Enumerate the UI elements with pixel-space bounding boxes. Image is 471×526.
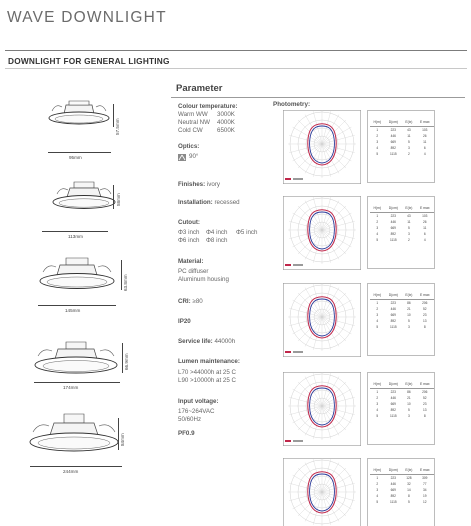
table-cell: 2 [376, 220, 379, 224]
table-cell: 5 [376, 152, 379, 156]
table-header: D(cm) [384, 380, 402, 389]
table-cell: 6 [423, 146, 426, 150]
ip-rating: IP20 [178, 318, 191, 325]
cri-block [178, 298, 203, 306]
table-cell: 3 [407, 414, 410, 418]
illuminance-table [367, 196, 435, 269]
table-cell: 3 [376, 226, 379, 230]
table-cell: 3 [376, 488, 379, 492]
material-line: PC diffuser [178, 268, 209, 275]
height-dimension: 84mm [120, 433, 125, 446]
pf-block [178, 430, 195, 438]
table-cell: 77 [423, 482, 427, 486]
table-cell: 223 [390, 301, 396, 305]
ct-value: 3000K [217, 111, 235, 118]
table-cell: 446 [390, 307, 396, 311]
height-dimension-line [113, 104, 114, 127]
table-header: H(m) [370, 466, 384, 475]
table-row [370, 151, 434, 157]
table-cell: 2 [376, 396, 379, 400]
cutout-block [178, 219, 257, 245]
ct-name: Cold CW [178, 127, 203, 134]
table-cell: 43 [407, 214, 411, 218]
width-dimension-line [48, 152, 111, 153]
table-cell: 32 [407, 482, 411, 486]
cutout-label: Cutout: [178, 219, 200, 226]
illuminance-table [367, 372, 435, 445]
table-cell: 86 [407, 390, 411, 394]
width-dimension: 145mm [65, 308, 81, 313]
table-cell: 2 [376, 134, 379, 138]
table-cell: 43 [407, 128, 411, 132]
table-cell: 5 [407, 226, 410, 230]
table-header: E max [416, 466, 434, 475]
table-cell: 4 [376, 319, 379, 323]
table-cell: 128 [406, 476, 412, 480]
table-cell: 4 [376, 232, 379, 236]
photometry-label: Photometry: [273, 101, 311, 108]
table-cell: 4 [376, 146, 379, 150]
table-header: D(cm) [384, 291, 402, 300]
table-cell: 4 [423, 152, 426, 156]
downlight-drawing-244 [26, 412, 122, 464]
material-block [178, 258, 229, 284]
table-header: D(cm) [384, 204, 402, 213]
table-cell: 10 [407, 402, 411, 406]
ct-value: 6500K [217, 127, 235, 134]
table-cell: 11 [423, 226, 427, 230]
table-cell: 2 [407, 152, 410, 156]
table-cell: 3 [376, 313, 379, 317]
cutout-option: Φ5 inch [236, 229, 258, 236]
beam-angle-icon [178, 154, 186, 161]
table-cell: 26 [423, 134, 427, 138]
table-row [370, 413, 434, 419]
downlight-drawing-95 [44, 98, 114, 144]
table-cell: 11 [407, 220, 411, 224]
polar-light-distribution-diagram [283, 110, 361, 184]
table-cell: 8 [423, 325, 426, 329]
optics-block [178, 143, 199, 161]
table-cell: 4 [376, 494, 379, 498]
height-dimension-line [121, 260, 122, 290]
table-cell: 1 [376, 301, 379, 305]
polar-light-distribution-diagram [283, 196, 361, 270]
service-life-value: 44000h [214, 338, 236, 345]
width-dimension-line [30, 466, 122, 467]
table-cell: 669 [390, 488, 396, 492]
table-cell: 5 [376, 238, 379, 242]
table-cell: 23 [423, 313, 427, 317]
table-cell: 21 [407, 396, 411, 400]
installation-label: Installation: [178, 199, 213, 206]
table-cell: 8 [407, 494, 410, 498]
table-header: E(lx) [402, 118, 415, 127]
table-header: E(lx) [402, 291, 415, 300]
parameter-heading-bar [171, 82, 465, 98]
height-dimension: 66.9mm [124, 353, 129, 370]
table-cell: 669 [390, 140, 396, 144]
page-title: WAVE DOWNLIGHT [7, 9, 167, 26]
width-dimension: 174mm [63, 385, 79, 390]
cutout-option: Φ3 inch [178, 229, 200, 236]
width-dimension-line [34, 382, 120, 383]
table-cell: 8 [423, 414, 426, 418]
cri-value: ≥80 [192, 298, 203, 305]
table-cell: 2 [376, 482, 379, 486]
table-header: H(m) [370, 118, 384, 127]
parameter-heading: Parameter [176, 83, 223, 94]
width-dimension: 244mm [63, 469, 79, 474]
table-cell: 3 [407, 325, 410, 329]
table-cell: 1115 [390, 238, 397, 242]
table-cell: 10 [407, 313, 411, 317]
table-cell: 6 [423, 232, 426, 236]
input-voltage-label: Input voltage: [178, 398, 219, 405]
table-header: E max [416, 380, 434, 389]
lumen-maintenance-label: Lumen maintenance: [178, 358, 240, 365]
table-cell: 52 [423, 396, 427, 400]
colour-temperature-label: Colour temperature: [178, 103, 238, 110]
table-cell: 103 [422, 214, 428, 218]
table-cell: 5 [407, 140, 410, 144]
width-dimension: 113mm [68, 234, 83, 239]
table-cell: 4 [376, 408, 379, 412]
voltage-line: 176~264VAC [178, 408, 215, 415]
ct-name: Neutral NW [178, 119, 210, 126]
downlight-drawing-145 [34, 256, 120, 302]
table-header: E(lx) [402, 380, 415, 389]
table-cell: 892 [390, 494, 396, 498]
table-cell: 13 [423, 319, 427, 323]
ip-block [178, 318, 191, 326]
table-cell: 309 [422, 476, 428, 480]
height-dimension: 58mm [116, 193, 121, 206]
table-cell: 2 [407, 238, 410, 242]
table-cell: 1 [376, 476, 379, 480]
height-dimension-line [118, 418, 119, 450]
finishes-value: ivory [206, 181, 220, 188]
table-cell: 3 [376, 140, 379, 144]
table-cell: 21 [407, 307, 411, 311]
table-header: E max [416, 118, 434, 127]
lumen-line: L70 >44000h at 25 C [178, 369, 236, 376]
power-factor: PF0.9 [178, 430, 195, 437]
table-cell: 206 [422, 390, 428, 394]
table-cell: 26 [423, 220, 427, 224]
downlight-drawing-174 [30, 340, 122, 384]
header-divider [5, 50, 467, 51]
table-cell: 86 [407, 301, 411, 305]
table-cell: 892 [390, 146, 396, 150]
table-header: H(m) [370, 380, 384, 389]
table-cell: 12 [423, 500, 427, 504]
table-cell: 13 [423, 408, 427, 412]
lumen-maintenance-block [178, 358, 240, 385]
table-cell: 1 [376, 390, 379, 394]
material-line: Aluminum housing [178, 276, 229, 283]
table-cell: 669 [390, 313, 396, 317]
cutout-option: Φ8 inch [206, 237, 228, 244]
table-cell: 223 [390, 476, 396, 480]
table-cell: 5 [407, 319, 410, 323]
table-header: E max [416, 204, 434, 213]
cutout-option: Φ6 inch [178, 237, 200, 244]
table-cell: 669 [390, 226, 396, 230]
table-cell: 5 [407, 408, 410, 412]
table-cell: 1115 [390, 500, 397, 504]
table-cell: 52 [423, 307, 427, 311]
table-cell: 892 [390, 408, 396, 412]
table-header: D(cm) [384, 466, 402, 475]
ct-value: 4000K [217, 119, 235, 126]
table-cell: 5 [407, 500, 410, 504]
installation-block [178, 199, 240, 207]
table-cell: 446 [390, 396, 396, 400]
table-cell: 892 [390, 319, 396, 323]
table-header: E max [416, 291, 434, 300]
table-cell: 446 [390, 134, 396, 138]
table-cell: 4 [423, 238, 426, 242]
table-cell: 1 [376, 214, 379, 218]
table-cell: 1115 [390, 152, 397, 156]
table-cell: 892 [390, 232, 396, 236]
input-voltage-block [178, 398, 219, 424]
subtitle-divider [5, 68, 467, 69]
table-cell: 223 [390, 214, 396, 218]
material-label: Material: [178, 258, 204, 265]
table-cell: 5 [376, 414, 379, 418]
table-cell: 5 [376, 325, 379, 329]
table-cell: 3 [407, 232, 410, 236]
table-cell: 23 [423, 402, 427, 406]
polar-light-distribution-diagram [283, 372, 361, 446]
service-life-block [178, 338, 235, 346]
table-cell: 14 [407, 488, 411, 492]
table-cell: 3 [376, 402, 379, 406]
table-cell: 223 [390, 390, 396, 394]
cri-label: CRI: [178, 298, 191, 305]
height-dimension: 63.8mm [123, 274, 128, 291]
finishes-label: Finishes: [178, 181, 206, 188]
table-row [370, 324, 434, 330]
table-header: E(lx) [402, 204, 415, 213]
table-cell: 1115 [390, 414, 397, 418]
table-cell: 11 [407, 134, 411, 138]
table-cell: 3 [407, 146, 410, 150]
table-cell: 206 [422, 301, 428, 305]
lumen-line: L90 >10000h at 25 C [178, 377, 236, 384]
table-row [370, 499, 434, 505]
height-dimension-line [122, 343, 123, 373]
polar-light-distribution-diagram [283, 283, 361, 357]
width-dimension: 95mm [69, 155, 82, 160]
table-cell: 34 [423, 488, 427, 492]
cutout-option: Φ4 inch [206, 229, 228, 236]
table-cell: 446 [390, 220, 396, 224]
table-header: E(lx) [402, 466, 415, 475]
table-cell: 11 [423, 140, 427, 144]
table-cell: 446 [390, 482, 396, 486]
finishes-block [178, 181, 220, 189]
service-life-label: Service life: [178, 338, 213, 345]
table-header: D(cm) [384, 118, 402, 127]
ct-name: Warm WW [178, 111, 208, 118]
height-dimension: 57.5mm [115, 118, 120, 135]
table-cell: 2 [376, 307, 379, 311]
optics-value: 90° [189, 153, 199, 160]
installation-value: recessed [214, 199, 240, 206]
table-header: H(m) [370, 291, 384, 300]
width-dimension-line [38, 305, 116, 306]
width-dimension-line [42, 231, 108, 232]
polar-light-distribution-diagram [283, 458, 361, 526]
table-cell: 1115 [390, 325, 397, 329]
illuminance-table [367, 110, 435, 183]
downlight-drawing-113 [48, 180, 120, 224]
illuminance-table [367, 458, 435, 526]
voltage-line: 50/60Hz [178, 416, 202, 423]
colour-temperature-block [178, 103, 237, 135]
table-cell: 669 [390, 402, 396, 406]
table-row [370, 237, 434, 243]
illuminance-table [367, 283, 435, 356]
table-cell: 103 [422, 128, 428, 132]
table-header: H(m) [370, 204, 384, 213]
table-cell: 19 [423, 494, 427, 498]
section-subtitle: DOWNLIGHT FOR GENERAL LIGHTING [8, 56, 170, 66]
table-cell: 223 [390, 128, 396, 132]
table-cell: 1 [376, 128, 379, 132]
height-dimension-line [113, 185, 114, 209]
table-cell: 5 [376, 500, 379, 504]
optics-label: Optics: [178, 143, 200, 150]
